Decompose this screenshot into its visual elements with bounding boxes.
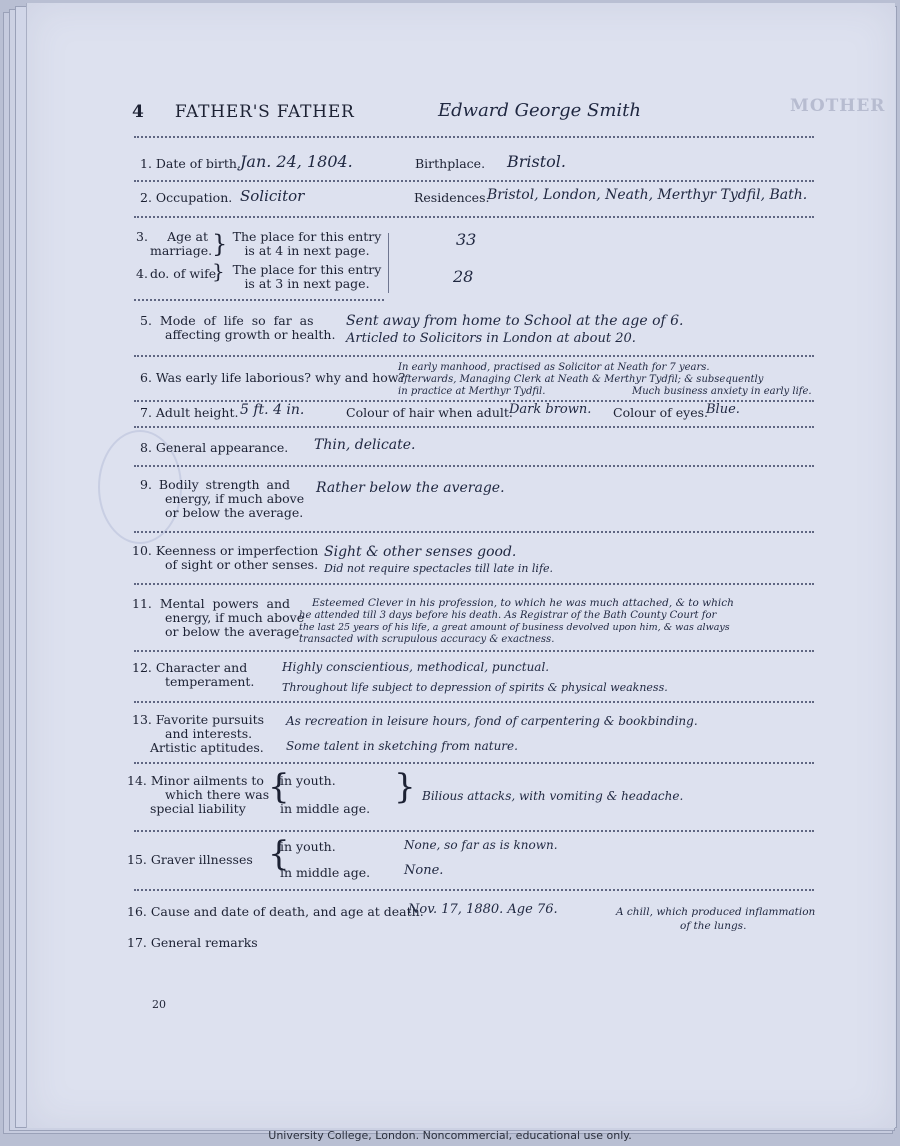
age-marriage-label-a: Age at (167, 229, 208, 244)
divider (134, 583, 814, 585)
graver-middle-value: None. (404, 863, 444, 878)
pursuits-value-b: Some talent in sketching from nature. (286, 739, 518, 753)
mental-label-a: 11. Mental powers and (132, 596, 291, 611)
divider (134, 889, 814, 891)
age-wife-note-a: The place for this entry (232, 262, 382, 277)
divider (134, 136, 814, 138)
bleed-through-heading: MOTHER (790, 96, 886, 116)
mode-life-value-b: Articled to Solicitors in London at about 20. (346, 331, 636, 346)
birth-label: 1. Date of birth. (140, 156, 241, 171)
brace: { (268, 767, 290, 807)
residences-value: Bristol, London, Neath, Merthyr Tydfil, Bath. (487, 187, 808, 203)
character-label-b: temperament. (165, 674, 255, 689)
divider (134, 762, 814, 764)
graver-label: 15. Graver illnesses (127, 852, 253, 867)
age-marriage-value: 33 (456, 230, 477, 249)
remarks-label: 17. General remarks (127, 935, 258, 950)
divider-vertical (388, 233, 389, 293)
divider (134, 216, 814, 218)
senses-label-b: of sight or other senses. (165, 557, 319, 572)
divider (134, 355, 814, 357)
appearance-value: Thin, delicate. (314, 437, 416, 453)
character-label-a: 12. Character and (132, 660, 248, 675)
hair-label: Colour of hair when adult. (346, 405, 513, 420)
occupation-value: Solicitor (240, 187, 305, 205)
strength-label-a: 9. Bodily strength and (140, 477, 291, 492)
minor-middle-label: in middle age. (280, 801, 371, 816)
strength-label-b: energy, if much above (165, 491, 305, 506)
age-marriage-number: 3. (136, 229, 148, 244)
pursuits-value-a: As recreation in leisure hours, fond of carpentering & bookbinding. (286, 714, 698, 728)
age-wife-label: do. of wife (150, 266, 217, 281)
mode-life-value-a: Sent away from home to School at the age of 6. (346, 313, 684, 329)
pursuits-label-c: Artistic aptitudes. (150, 740, 264, 755)
birthplace-label: Birthplace. (415, 156, 486, 171)
mental-value-a: Esteemed Clever in his profession, to which he was much attached, & to which (312, 597, 734, 609)
age-wife-value: 28 (453, 267, 474, 286)
death-cause-a: A chill, which produced inflammation (616, 906, 816, 918)
occupation-label: 2. Occupation. (140, 190, 233, 205)
eyes-label: Colour of eyes. (613, 405, 708, 420)
divider (134, 180, 814, 182)
character-value-b: Throughout life subject to depression of spirits & physical weakness. (282, 681, 668, 694)
age-marriage-note-b: is at 4 in next page. (244, 243, 370, 258)
birth-value: Jan. 24, 1804. (240, 152, 353, 171)
height-label: 7. Adult height. (140, 405, 239, 420)
mental-value-c: the last 25 years of his life, a great amount of business devolved upon him, & was always (299, 622, 730, 633)
minor-label-c: special liability (150, 801, 246, 816)
pursuits-label-b: and interests. (165, 726, 253, 741)
hair-value: Dark brown. (509, 402, 592, 417)
graver-youth-label: in youth. (280, 839, 336, 854)
minor-label-b: which there was (165, 787, 270, 802)
divider (134, 830, 814, 832)
footer-credit: University College, London. Noncommercial, educational use only. (268, 1129, 632, 1142)
mental-value-b: he attended till 3 days before his death. As Registrar of the Bath County Court for (299, 610, 717, 621)
section-header (132, 102, 355, 122)
height-value: 5 ft. 4 in. (240, 402, 305, 418)
senses-value-b: Did not require spectacles till late in life. (324, 562, 554, 575)
laborious-value-a: In early manhood, practised as Solicitor at Neath for 7 years. (398, 362, 710, 373)
section-number: 4 (132, 102, 145, 122)
eyes-value: Blue. (706, 402, 740, 417)
age-wife-number: 4. (136, 266, 148, 281)
mode-life-label-a: 5. Mode of life so far as (140, 313, 314, 328)
divider (134, 701, 814, 703)
character-value-a: Highly conscientious, methodical, punctual. (282, 660, 550, 674)
minor-label-a: 14. Minor ailments to (127, 773, 264, 788)
birthplace-value: Bristol. (507, 152, 566, 171)
senses-value-a: Sight & other senses good. (324, 544, 517, 560)
divider (134, 531, 814, 533)
divider (134, 299, 384, 301)
strength-label-c: or below the average. (165, 505, 304, 520)
laborious-value-b: afterwards, Managing Clerk at Neath & Merthyr Tydfil; & subsequently (398, 374, 764, 385)
residences-label: Residences. (414, 190, 490, 205)
page-number: 20 (152, 998, 166, 1011)
strength-value: Rather below the average. (316, 480, 505, 496)
brace: { (268, 834, 290, 874)
section-title: FATHER'S FATHER (174, 102, 355, 122)
minor-youth-label: in youth. (280, 773, 336, 788)
laborious-value-c: in practice at Merthyr Tydfil. (398, 386, 546, 397)
age-wife-note-b: is at 3 in next page. (244, 276, 370, 291)
minor-value: Bilious attacks, with vomiting & headache. (422, 789, 684, 803)
divider (134, 650, 814, 652)
mental-label-c: or below the average. (165, 624, 304, 639)
subject-name: Edward George Smith (438, 100, 642, 121)
graver-youth-value: None, so far as is known. (404, 838, 558, 852)
laborious-label: 6. Was early life laborious? why and how? (140, 370, 406, 385)
brace: } (212, 259, 225, 283)
mental-label-b: energy, if much above (165, 610, 305, 625)
death-label: 16. Cause and date of death, and age at death. (127, 904, 424, 919)
brace: } (212, 230, 228, 258)
age-marriage-note-a: The place for this entry (232, 229, 382, 244)
pursuits-label-a: 13. Favorite pursuits (132, 712, 265, 727)
laborious-value-d: Much business anxiety in early life. (632, 386, 812, 397)
age-marriage-label-b: marriage. (150, 243, 213, 258)
mental-value-d: transacted with scrupulous accuracy & exactness. (299, 634, 555, 645)
appearance-label: 8. General appearance. (140, 440, 289, 455)
death-value: Nov. 17, 1880. Age 76. (408, 902, 558, 917)
divider (134, 426, 814, 428)
death-cause-b: of the lungs. (680, 920, 747, 932)
senses-label-a: 10. Keenness or imperfection (132, 543, 319, 558)
brace: } (394, 767, 416, 807)
mode-life-label-b: affecting growth or health. (165, 327, 336, 342)
graver-middle-label: in middle age. (280, 865, 371, 880)
divider (134, 465, 814, 467)
